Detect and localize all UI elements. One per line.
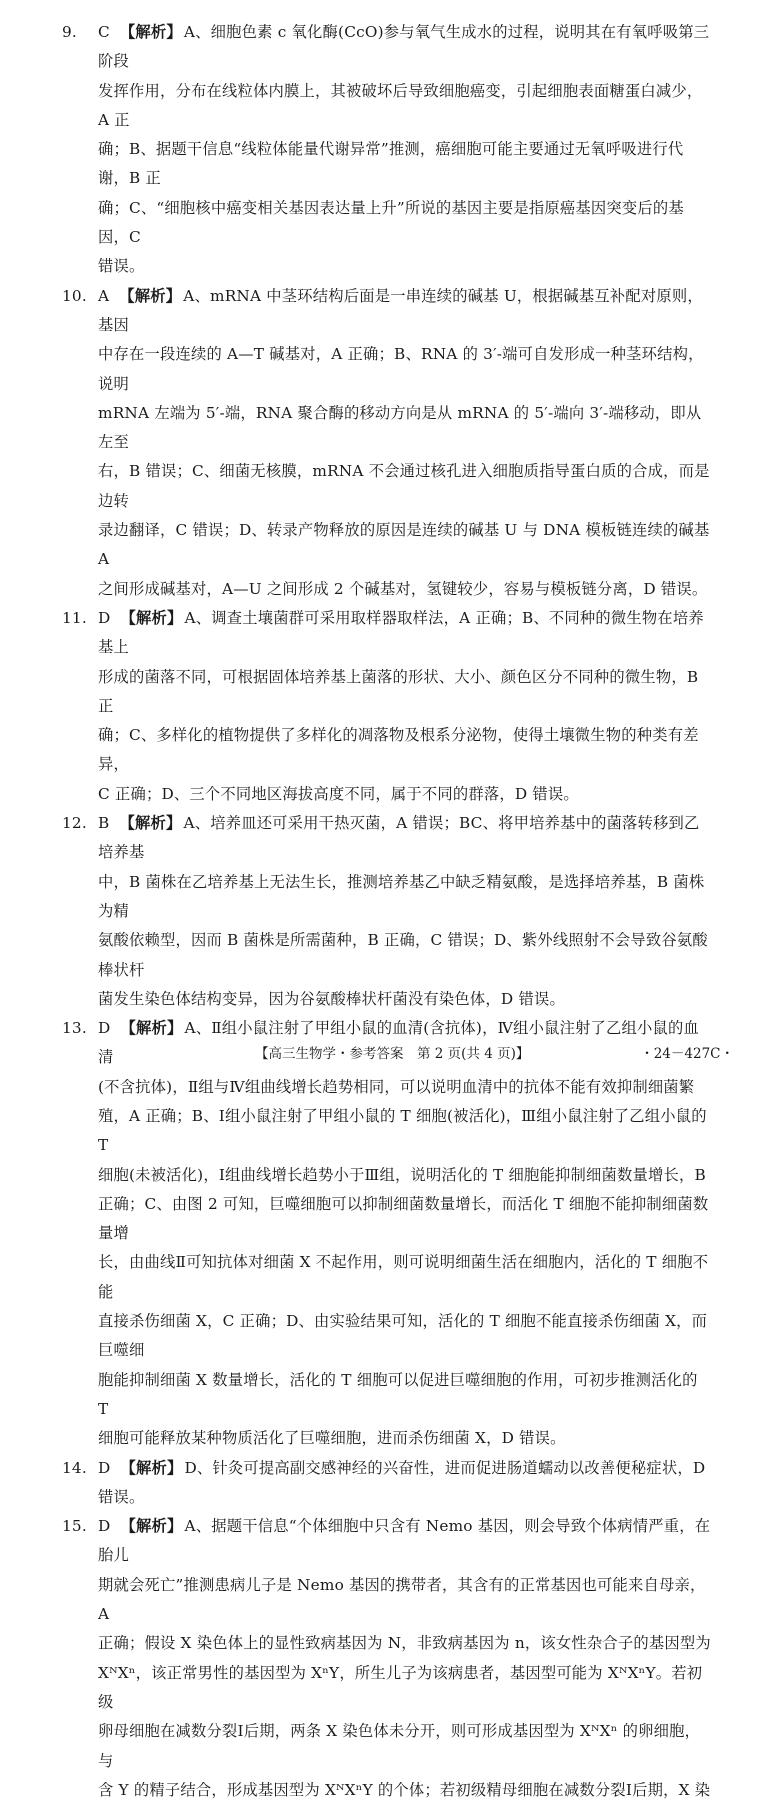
explanation-line — [98, 282, 712, 341]
answer-choice: D — [98, 1517, 111, 1536]
answer-choice: B — [98, 814, 110, 833]
explanation-line: 胞能抑制细菌 X 数量增长，活化的 T 细胞可以促进巨噬细胞的作用，可初步推测活化的 T — [98, 1370, 698, 1418]
analysis-tag: 【解析】 — [119, 814, 182, 833]
answer-choice: D — [98, 1458, 111, 1477]
question-number: 10. — [62, 286, 87, 305]
explanation-line: 卵母细胞在减数分裂Ⅰ后期，两条 X 染色体未分开，则可形成基因型为 XᴺXⁿ 的卵细胞，与 — [98, 1722, 701, 1770]
answer-item — [62, 282, 712, 604]
explanation-line: 氨酸依赖型，因而 B 菌株是所需菌种，B 正确，C 错误；D、紫外线照射不会导致谷氨酸棒状杆 — [98, 931, 708, 979]
explanation-text: A、据题干信息“个体细胞中只含有 Nemo 基因，则会导致个体病情严重，在胎儿 — [98, 1517, 711, 1565]
answer-item — [62, 1014, 712, 1453]
footer-code: ・24－427C・ — [640, 1046, 734, 1062]
question-number: 12. — [62, 814, 87, 833]
explanation-text: A、调查土壤菌群可采用取样器取样法，A 正确；B、不同种的微生物在培养基上 — [98, 608, 704, 657]
explanation-line: 细胞(未被活化)，Ⅰ组曲线增长趋势小于Ⅲ组，说明活化的 T 细胞能抑制细菌数量增长，B — [98, 1165, 706, 1184]
explanation-line: 形成的菌落不同，可根据固体培养基上菌落的形状、大小、颜色区分不同种的微生物，B 正 — [98, 667, 699, 715]
explanation-line: 正确；假设 X 染色体上的显性致病基因为 N，非致病基因为 n，该女性杂合子的基因型为 — [98, 1634, 711, 1653]
explanation-line: XᴺXⁿ，该正常男性的基因型为 XⁿY，所生儿子为该病患者，基因型可能为 XᴺXⁿY。若初级 — [98, 1663, 703, 1711]
explanation-line: 确；C、“细胞核中癌变相关基因表达量上升”所说的基因主要是指原癌基因突变后的基因，C — [98, 198, 684, 247]
explanation-line: 中，B 菌株在乙培养基上无法生长，推测培养基乙中缺乏精氨酸，是选择培养基，B 菌株为精 — [98, 872, 705, 920]
explanation-line: 错误。 — [98, 1487, 145, 1506]
explanation-line: 含 Y 的精子结合，形成基因型为 XᴺXⁿY 的个体；若初级精母细胞在减数分裂Ⅰ后期，X 染 — [98, 1780, 711, 1799]
analysis-tag: 【解析】 — [119, 286, 182, 305]
question-number: 15. — [62, 1517, 87, 1536]
answer-choice: C — [98, 23, 110, 41]
explanation-line: 录边翻译，C 错误；D、转录产物释放的原因是连续的碱基 U 与 DNA 模板链连续的碱基 A — [98, 521, 710, 569]
explanation-line — [98, 18, 712, 77]
explanation-text: A、培养皿还可采用干热灭菌，A 错误；BC、将甲培养基中的菌落转移到乙培养基 — [98, 814, 700, 862]
footer-title: 【高三生物学・参考答案 第 2 页(共 4 页)】 — [255, 1046, 530, 1062]
explanation-line: 中存在一段连续的 A—T 碱基对，A 正确；B、RNA 的 3′-端可自发形成一种茎环结构，说明 — [98, 345, 704, 393]
question-number: 9. — [62, 23, 77, 41]
analysis-tag: 【解析】 — [119, 23, 182, 41]
answer-item — [62, 604, 712, 809]
explanation-line: 错误。 — [98, 257, 145, 276]
explanation-line: (不含抗体)，Ⅱ组与Ⅳ组曲线增长趋势相同，可以说明血清中的抗体不能有效抑制细菌繁 — [98, 1077, 695, 1096]
answer-item — [62, 1454, 712, 1513]
explanation-line: 发挥作用，分布在线粒体内膜上，其被破坏后导致细胞癌变，引起细胞表面糖蛋白减少，A 正 — [98, 81, 703, 129]
explanation-line: 期就会死亡”推测患病儿子是 Nemo 基因的携带者，其含有的正常基因也可能来自母亲，A — [98, 1575, 706, 1624]
explanation-text: D、针灸可提高副交感神经的兴奋性，进而促进肠道蠕动以改善便秘症状，D — [184, 1458, 706, 1477]
analysis-tag: 【解析】 — [120, 1019, 183, 1038]
explanation-text: A、mRNA 中茎环结构后面是一串连续的碱基 U，根据碱基互补配对原则，基因 — [98, 286, 703, 334]
explanation-line: 确；C、多样化的植物提供了多样化的凋落物及根系分泌物，使得土壤微生物的种类有差异， — [98, 726, 699, 774]
explanation-line: 右，B 错误；C、细菌无核膜，mRNA 不会通过核孔进入细胞质指导蛋白质的合成，而是边转 — [98, 462, 710, 510]
explanation-line — [98, 809, 712, 868]
explanation-line: 长，由曲线Ⅱ可知抗体对细菌 X 不起作用，则可说明细菌生活在细胞内，活化的 T 细胞不能 — [98, 1253, 709, 1301]
explanation-line: 之间形成碱基对，A—U 之间形成 2 个碱基对，氢键较少，容易与模板链分离，D 错误。 — [98, 579, 708, 598]
explanation-text: A、Ⅱ组小鼠注射了甲组小鼠的血清(含抗体)，Ⅳ组小鼠注射了乙组小鼠的血清 — [98, 1019, 700, 1067]
explanation-line: C 正确；D、三个不同地区海拔高度不同，属于不同的群落，D 错误。 — [98, 784, 579, 803]
question-number: 13. — [62, 1019, 87, 1038]
answer-item — [62, 1512, 712, 1805]
answer-choice: D — [98, 608, 111, 627]
analysis-tag: 【解析】 — [120, 608, 183, 627]
explanation-text: A、细胞色素 c 氧化酶(CcO)参与氧气生成水的过程，说明其在有氧呼吸第三阶段 — [98, 23, 710, 71]
answer-choice: A — [98, 286, 110, 305]
answer-item — [62, 18, 712, 282]
answer-item — [62, 809, 712, 1014]
explanation-line — [98, 604, 712, 663]
question-number: 14. — [62, 1458, 87, 1477]
explanation-line: 殖，A 正确；B、Ⅰ组小鼠注射了甲组小鼠的 T 细胞(被活化)，Ⅲ组小鼠注射了乙组小鼠的 T — [98, 1106, 707, 1155]
answer-choice: D — [98, 1019, 111, 1038]
explanation-line — [98, 1454, 712, 1483]
explanation-line: 正确；C、由图 2 可知，巨噬细胞可以抑制细菌数量增长，而活化 T 细胞不能抑制细菌数量增 — [98, 1194, 709, 1243]
explanation-line: 确；B、据题干信息“线粒体能量代谢异常”推测，癌细胞可能主要通过无氧呼吸进行代谢，B 正 — [98, 140, 684, 188]
analysis-tag: 【解析】 — [120, 1458, 183, 1477]
explanation-line: 细胞可能释放某种物质活化了巨噬细胞，进而杀伤细菌 X，D 错误。 — [98, 1429, 566, 1448]
question-number: 11. — [62, 608, 87, 627]
page-footer — [0, 1042, 764, 1064]
explanation-line: 菌发生染色体结构变异，因为谷氨酸棒状杆菌没有染色体，D 错误。 — [98, 989, 565, 1008]
explanation-line — [98, 1512, 712, 1571]
explanation-line: mRNA 左端为 5′-端，RNA 聚合酶的移动方向是从 mRNA 的 5′-端向 3′-端移动，即从左至 — [98, 403, 702, 452]
analysis-tag: 【解析】 — [120, 1517, 183, 1536]
answer-content — [62, 18, 712, 1805]
explanation-line: 直接杀伤细菌 X，C 正确；D、由实验结果可知，活化的 T 细胞不能直接杀伤细菌 X，而巨噬细 — [98, 1312, 708, 1360]
